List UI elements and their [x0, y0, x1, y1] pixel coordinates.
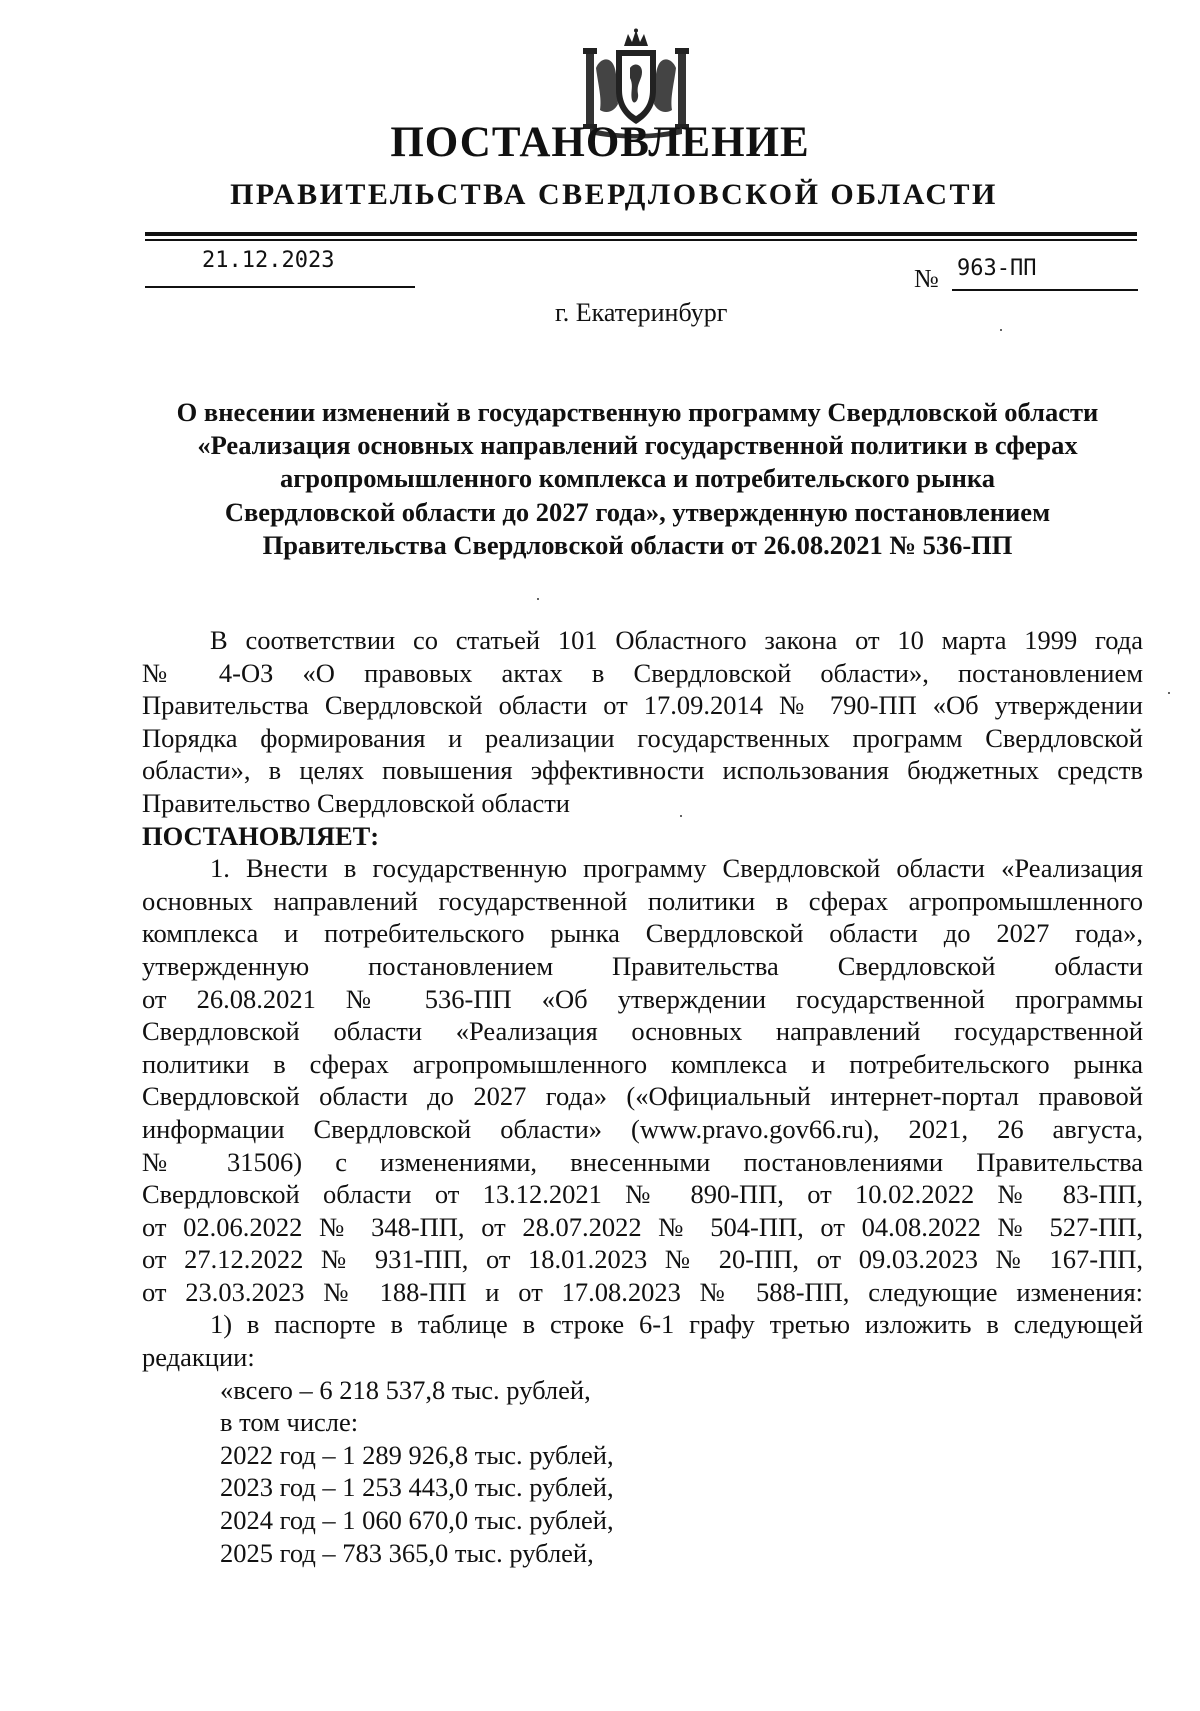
item1-line: утвержденную постановлением Правительства Свердловской области	[142, 950, 1143, 981]
preamble-line: Порядка формирования и реализации государственных программ Свердловской	[142, 722, 1143, 753]
item1-line: Свердловской области «Реализация основных направлений государственной	[142, 1016, 1143, 1047]
document-date: 21.12.2023	[202, 248, 335, 273]
item1-line: Свердловской области до 2027 года» («Официальный интернет-портал правовой	[142, 1081, 1143, 1112]
item1-line: от 27.12.2022 № 931-ПП, от 18.01.2023 № 20-ПП, от 09.03.2023 № 167-ПП,	[142, 1244, 1143, 1275]
item1-line: от 23.03.2023 № 188-ПП и от 17.08.2023 № 588-ПП, следующие изменения:	[142, 1276, 1143, 1307]
document-number: 963-ПП	[957, 256, 1037, 281]
item1-line: информации Свердловской области» (www.pravo.gov66.ru), 2021, 26 августа,	[142, 1113, 1143, 1144]
item1-line: политики в сферах агропромышленного комплекса и потребительского рынка	[142, 1048, 1143, 1079]
scan-speck	[680, 815, 682, 817]
item1-line: комплекса и потребительского рынка Свердловской области до 2027 года»,	[142, 918, 1143, 949]
preamble-line: № 4-ОЗ «О правовых актах в Свердловской области», постановлением	[142, 657, 1143, 688]
amount-line: 2024 год – 1 060 670,0 тыс. рублей,	[220, 1505, 614, 1536]
amount-line: 2025 год – 783 365,0 тыс. рублей,	[220, 1537, 594, 1568]
issuer-title: ПРАВИТЕЛЬСТВА СВЕРДЛОВСКОЙ ОБЛАСТИ	[230, 178, 998, 211]
item1-line: № 31506) с изменениями, внесенными постановлениями Правительства	[142, 1146, 1143, 1177]
item1-line: от 26.08.2021 № 536-ПП «Об утверждении государственной программы	[142, 983, 1143, 1014]
subject-line: «Реализация основных направлений государственной политики в сферах	[197, 430, 1078, 461]
amount-line: 2022 год – 1 289 926,8 тыс. рублей,	[220, 1439, 614, 1470]
amount-line: в том числе:	[220, 1407, 359, 1438]
scan-speck	[1000, 329, 1002, 331]
amount-line: «всего – 6 218 537,8 тыс. рублей,	[220, 1374, 591, 1405]
preamble-line: области», в целях повышения эффективности использования бюджетных средств	[142, 755, 1143, 786]
number-sign: №	[914, 264, 939, 293]
subitem1-line: 1) в паспорте в таблице в строке 6-1 графу третью изложить в следующей	[210, 1309, 1143, 1340]
subject-line: агропромышленного комплекса и потребительского рынка	[279, 463, 996, 494]
decides-heading: ПОСТАНОВЛЯЕТ:	[142, 820, 380, 851]
header-rule-thick	[145, 232, 1137, 236]
scan-speck	[537, 598, 539, 600]
preamble-line: В соответствии со статьей 101 Областного закона от 10 марта 1999 года	[210, 625, 1143, 655]
preamble-line: Правительство Свердловской области	[142, 787, 570, 818]
date-underline	[145, 286, 415, 288]
header-rule-thin	[145, 239, 1137, 241]
number-underline	[952, 289, 1138, 291]
scan-speck	[1168, 692, 1170, 694]
item1-line: 1. Внести в государственную программу Свердловской области «Реализация	[210, 853, 1143, 884]
document-body	[142, 624, 1143, 1569]
document-city: г. Екатеринбург	[555, 298, 728, 327]
document-type-title: ПОСТАНОВЛЕНИЕ	[390, 119, 810, 166]
amount-line: 2023 год – 1 253 443,0 тыс. рублей,	[220, 1472, 614, 1503]
item1-line: основных направлений государственной политики в сферах агропромышленного	[142, 885, 1143, 916]
item1-line: Свердловской области от 13.12.2021 № 890-ПП, от 10.02.2022 № 83-ПП,	[142, 1179, 1143, 1210]
subject-line: Свердловской области до 2027 года», утвержденную постановлением	[224, 496, 1051, 527]
item1-line: от 02.06.2022 № 348-ПП, от 28.07.2022 № 504-ПП, от 04.08.2022 № 527-ПП,	[142, 1211, 1143, 1242]
subject-line: Правительства Свердловской области от 26.08.2021 № 536-ПП	[262, 529, 1013, 560]
document-subject	[130, 396, 1145, 562]
subject-line: О внесении изменений в государственную программу Свердловской области	[176, 397, 1099, 427]
preamble-line: Правительства Свердловской области от 17.09.2014 № 790-ПП «Об утверждении	[142, 690, 1143, 721]
subitem1-line: редакции:	[142, 1342, 255, 1373]
